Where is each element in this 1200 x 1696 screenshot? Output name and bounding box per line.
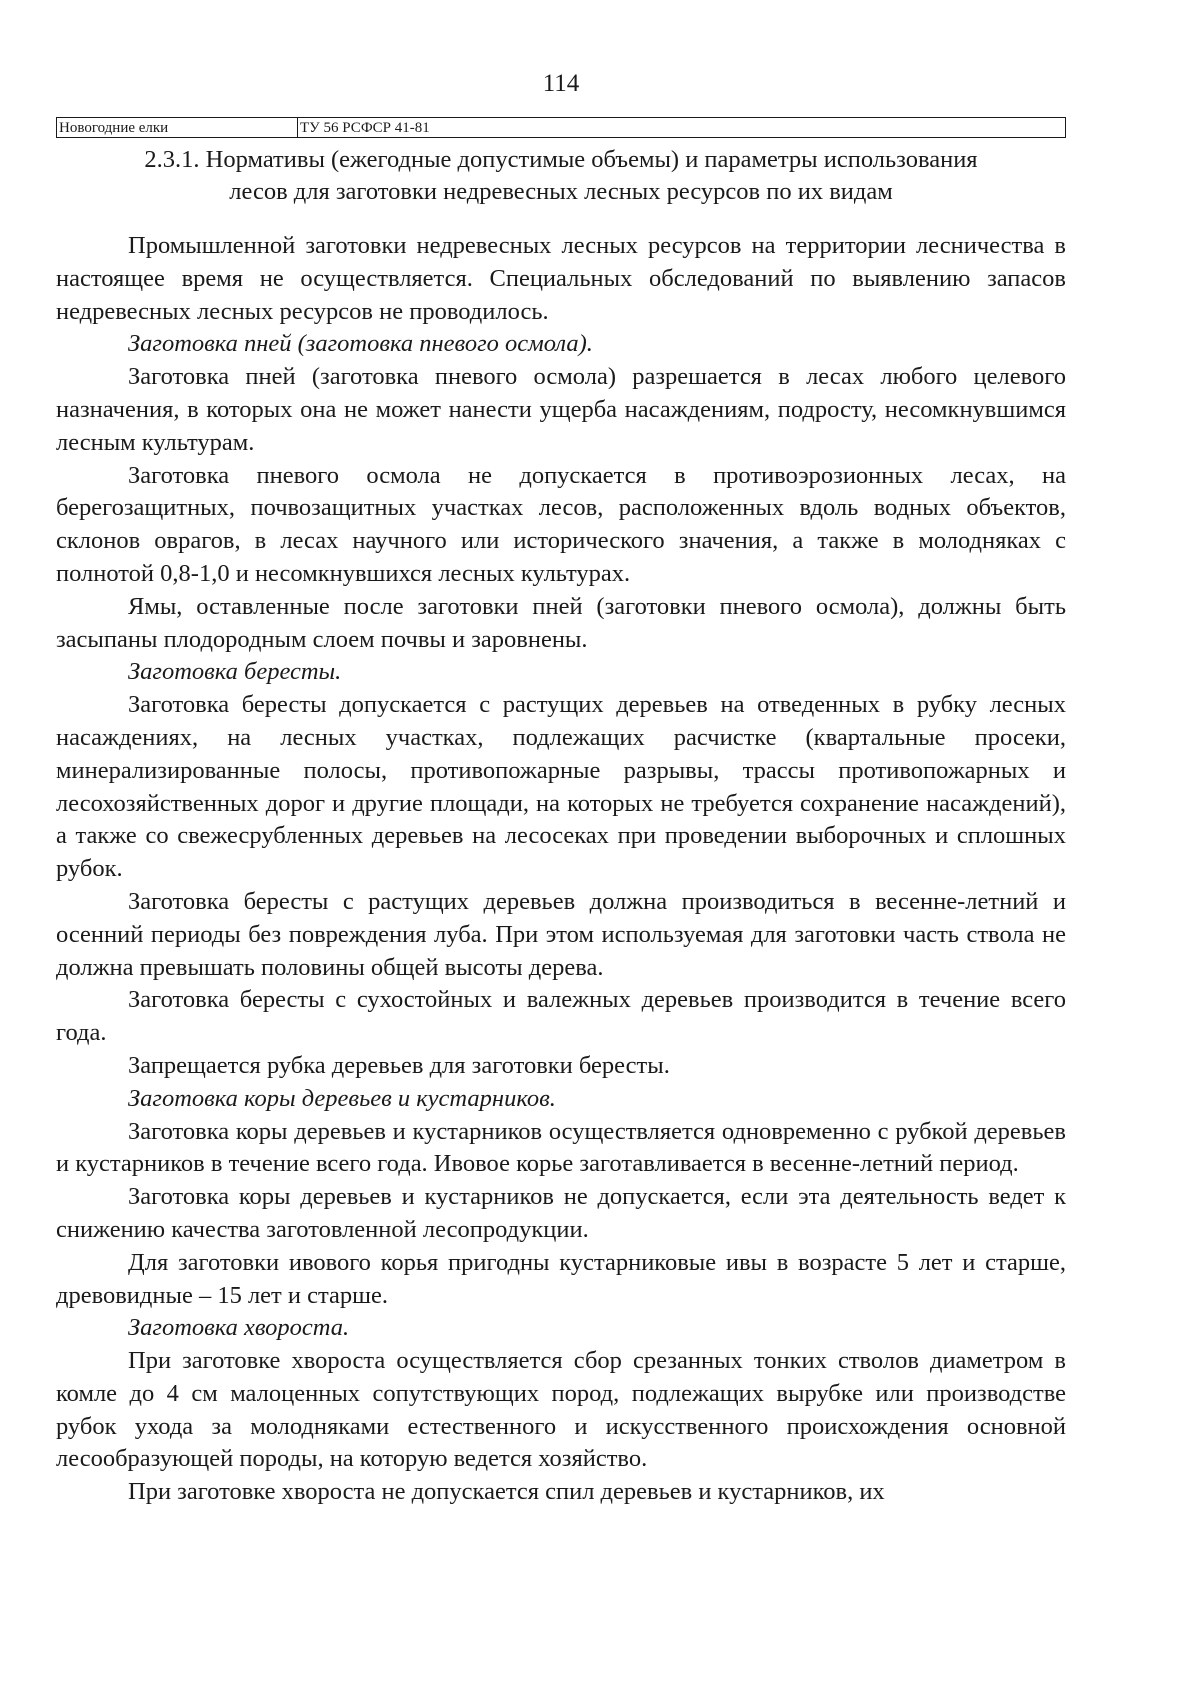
subheading: Заготовка коры деревьев и кустарников. [128,1084,556,1112]
header-cell-right: ТУ 56 РСФСР 41-81 [298,118,1066,138]
paragraph: Заготовка пневого осмола не допускается в противоэрозионных лесах, на берегозащитных, почвозащитных участках лесов, расположенных вдоль водных объектов, склонов оврагов, в лесах научного или исторического значения, а также в молодняках с полнотой 0,8-1,0 и несомкнувшихся лесных культурах. [56,461,1066,587]
paragraph: Ямы, оставленные после заготовки пней (заготовки пневого осмола), должны быть засыпаны плодородным слоем почвы и заровнены. [56,592,1066,653]
subheading: Заготовка хвороста. [128,1314,350,1342]
paragraph: Заготовка коры деревьев и кустарников не допускается, если эта деятельность ведет к снижению качества заготовленной лесопродукции. [56,1183,1066,1243]
paragraph: Заготовка бересты допускается с растущих деревьев на отведенных в рубку лесных насаждениях, на лесных участках, подлежащих расчистке (квартальные просеки, минерализированные полосы, противопожарные разрывы, трассы противопожарных и лесохозяйственных дорог и другие площади, на которых не требуется сохранение насаждений), а также со свежесрубленных деревьев на лесосеках при проведении выборочных и сплошных рубок. [56,691,1066,883]
paragraph: Заготовка бересты с сухостойных и валежных деревьев производится в течение всего года. [56,986,1066,1047]
subheading: Заготовка пней (заготовка пневого осмола). [128,330,593,358]
running-header-table [56,117,1066,138]
paragraph: Запрещается рубка деревьев для заготовки бересты. [128,1051,670,1079]
page-number: 114 [542,70,580,97]
body-text [56,230,1066,1509]
paragraph: Промышленной заготовки недревесных лесных ресурсов на территории лесничества в настоящее время не осуществляется. Специальных обследований по выявлению запасов недревесных лесных ресурсов не проводилось. [56,232,1066,325]
paragraph: Для заготовки ивового корья пригодны кустарниковые ивы в возрасте 5 лет и старше, древовидные – 15 лет и старше. [56,1248,1066,1309]
section-title [56,144,1066,208]
paragraph: Заготовка пней (заготовка пневого осмола) разрешается в лесах любого целевого назначения, в которых она не может нанести ущерба насаждениям, подросту, несомкнувшимся лесным культурам. [56,363,1066,456]
running-header-row [57,118,1066,138]
paragraph: При заготовке хвороста не допускается спил деревьев и кустарников, их [128,1478,885,1506]
section-title-line-1: 2.3.1. Нормативы (ежегодные допустимые объемы) и параметры использования [144,146,978,173]
paragraph: Заготовка бересты с растущих деревьев должна производиться в весенне-летний и осенний периоды без повреждения луба. При этом используемая для заготовки часть ствола не должна превышать половины общей высоты дерева. [56,887,1066,981]
paragraph: Заготовка коры деревьев и кустарников осуществляется одновременно с рубкой деревьев и кустарников в течение всего года. Ивовое корье заготавливается в весенне-летний период. [56,1117,1066,1178]
paragraph: При заготовке хвороста осуществляется сбор срезанных тонких стволов диаметром в комле до 4 см малоценных сопутствующих пород, подлежащих вырубке или производстве рубок ухода за молодняками естественного и искусственного происхождения основной лесообразующей породы, на которую ведется хозяйство. [56,1347,1066,1473]
subheading: Заготовка бересты. [128,658,342,686]
header-cell-left: Новогодние елки [57,118,298,138]
section-title-line-2: лесов для заготовки недревесных лесных ресурсов по их видам [229,178,893,205]
